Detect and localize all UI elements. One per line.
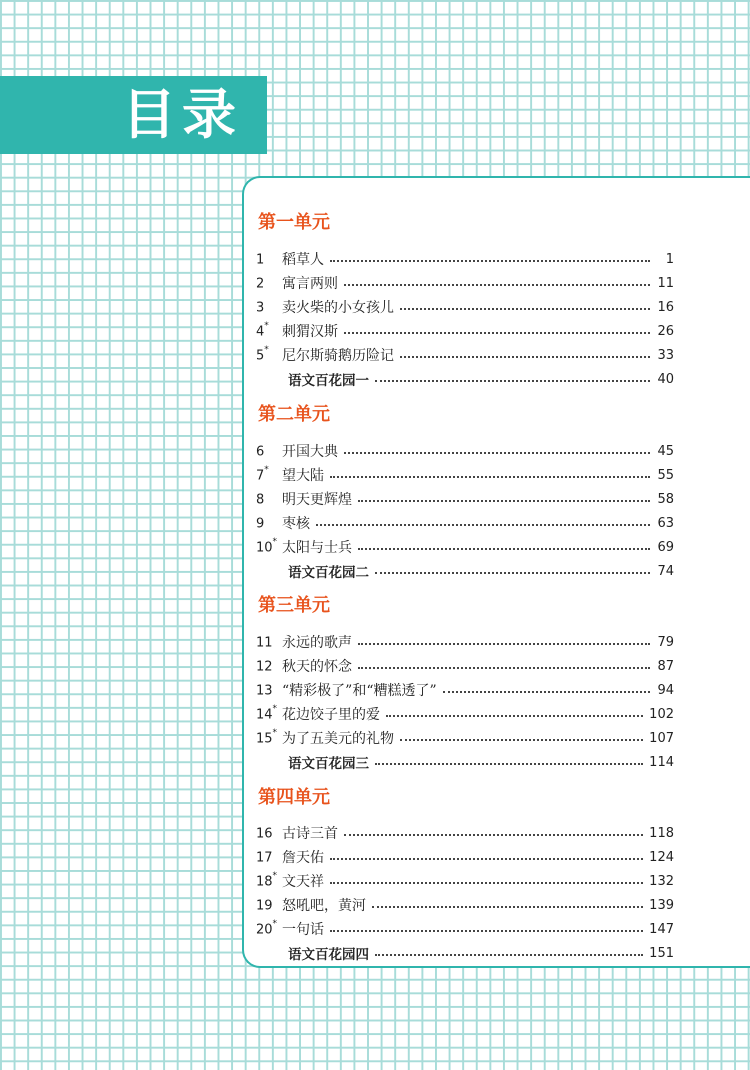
entry-number: 17: [256, 850, 273, 866]
dot-leader: [330, 476, 650, 478]
entry-title: 一句话: [282, 922, 324, 938]
garden-title: 语文百花园四: [288, 947, 369, 963]
dot-leader: [358, 667, 650, 669]
dot-leader: [344, 452, 650, 454]
toc-entry[interactable]: [256, 894, 674, 916]
entry-title: 文天祥: [282, 874, 324, 890]
entry-title: 古诗三首: [282, 826, 338, 842]
entry-page: 79: [657, 634, 674, 650]
toc-entry[interactable]: [256, 703, 674, 725]
toc-entry[interactable]: [256, 846, 674, 868]
toc-entry[interactable]: [256, 870, 674, 892]
dot-leader: [375, 380, 650, 382]
entry-page: 118: [649, 825, 674, 841]
entry-number: 1: [256, 252, 265, 268]
entry-number: 3: [256, 300, 265, 316]
entry-title: 寓言两则: [282, 276, 338, 292]
toc-entry[interactable]: [256, 679, 674, 701]
entry-number: 8: [256, 492, 265, 508]
toc-entry[interactable]: [256, 488, 674, 510]
entry-page: 87: [657, 658, 674, 674]
entry-number: 2: [256, 276, 265, 292]
dot-leader: [400, 356, 650, 358]
entry-number: 4*: [256, 320, 269, 340]
toc-entry[interactable]: [256, 536, 674, 558]
entry-page: 107: [649, 730, 674, 746]
entry-page: 124: [649, 849, 674, 865]
entry-title: 望大陆: [282, 468, 324, 484]
entry-page: 26: [657, 323, 674, 339]
dot-leader: [400, 308, 650, 310]
entry-title: 为了五美元的礼物: [282, 731, 394, 747]
toc-entry[interactable]: [256, 320, 674, 342]
entry-number: 13: [256, 683, 273, 699]
dot-leader: [375, 763, 643, 765]
entry-number: 20*: [256, 918, 278, 938]
dot-leader: [386, 715, 643, 717]
toc-garden-entry[interactable]: [256, 368, 674, 390]
dot-leader: [400, 739, 643, 741]
entry-title: 太阳与士兵: [282, 540, 352, 556]
dot-leader: [330, 858, 643, 860]
dot-leader: [344, 834, 643, 836]
entry-number: 15*: [256, 727, 278, 747]
toc-entry[interactable]: [256, 440, 674, 462]
dot-leader: [330, 930, 643, 932]
entry-number: 14*: [256, 703, 278, 723]
page-title: 目录: [122, 83, 242, 146]
garden-title: 语文百花园三: [288, 756, 369, 772]
entry-title: 尼尔斯骑鹅历险记: [282, 348, 394, 364]
entry-number: 9: [256, 516, 265, 532]
entry-page: 1: [665, 251, 674, 267]
toc-garden-entry[interactable]: [256, 942, 674, 964]
entry-number: 10*: [256, 536, 278, 556]
entry-page: 63: [657, 515, 674, 531]
toc-entry[interactable]: [256, 344, 674, 366]
dot-leader: [344, 284, 650, 286]
dot-leader: [372, 906, 643, 908]
entry-number: 18*: [256, 870, 278, 890]
garden-title: 语文百花园一: [288, 373, 369, 389]
entry-title: 永远的歌声: [282, 635, 352, 651]
toc-entry[interactable]: [256, 512, 674, 534]
toc-entry[interactable]: [256, 822, 674, 844]
entry-page: 139: [649, 897, 674, 913]
toc-entry[interactable]: [256, 655, 674, 677]
dot-leader: [330, 260, 650, 262]
entry-page: 147: [649, 921, 674, 937]
entry-page: 55: [657, 467, 674, 483]
entry-page: 102: [649, 706, 674, 722]
entry-title: 卖火柴的小女孩儿: [282, 300, 394, 316]
toc-entry[interactable]: [256, 464, 674, 486]
dot-leader: [443, 691, 650, 693]
toc-garden-entry[interactable]: [256, 560, 674, 582]
entry-title: 枣核: [282, 516, 310, 532]
entry-page: 16: [657, 299, 674, 315]
entry-title: 开国大典: [282, 444, 338, 460]
entry-page: 33: [657, 347, 674, 363]
unit-heading: 第二单元: [258, 404, 330, 425]
dot-leader: [375, 954, 643, 956]
toc-entry[interactable]: [256, 248, 674, 270]
entry-number: 5*: [256, 344, 269, 364]
entry-number: 6: [256, 444, 265, 460]
entry-page: 69: [657, 539, 674, 555]
entry-title: “精彩极了”和“糟糕透了”: [282, 683, 437, 699]
toc-garden-entry[interactable]: [256, 751, 674, 773]
entry-title: 詹天佑: [282, 850, 324, 866]
entry-page: 40: [657, 371, 674, 387]
dot-leader: [330, 882, 643, 884]
entry-number: 11: [256, 635, 273, 651]
entry-title: 刺猬汉斯: [282, 324, 338, 340]
dot-leader: [358, 643, 650, 645]
entry-number: 16: [256, 826, 273, 842]
entry-title: 花边饺子里的爱: [282, 707, 380, 723]
garden-title: 语文百花园二: [288, 565, 369, 581]
entry-title: 怒吼吧，黄河: [282, 898, 366, 914]
toc-entry[interactable]: [256, 918, 674, 940]
unit-heading: 第四单元: [258, 787, 330, 808]
entry-number: 12: [256, 659, 273, 675]
dot-leader: [344, 332, 650, 334]
dot-leader: [358, 500, 650, 502]
unit-heading: 第三单元: [258, 595, 330, 616]
entry-page: 45: [657, 443, 674, 459]
entry-page: 58: [657, 491, 674, 507]
entry-page: 94: [657, 682, 674, 698]
entry-title: 明天更辉煌: [282, 492, 352, 508]
entry-number: 7*: [256, 464, 269, 484]
entry-page: 132: [649, 873, 674, 889]
entry-page: 11: [657, 275, 674, 291]
unit-heading: 第一单元: [258, 212, 330, 233]
entry-page: 114: [649, 754, 674, 770]
dot-leader: [316, 524, 650, 526]
toc-entry[interactable]: [256, 631, 674, 653]
toc-entry[interactable]: [256, 296, 674, 318]
dot-leader: [375, 572, 650, 574]
entry-number: 19: [256, 898, 273, 914]
entry-title: 秋天的怀念: [282, 659, 352, 675]
toc-entry[interactable]: [256, 727, 674, 749]
entry-title: 稻草人: [282, 252, 324, 268]
entry-page: 151: [649, 945, 674, 961]
entry-page: 74: [657, 563, 674, 579]
toc-entry[interactable]: [256, 272, 674, 294]
dot-leader: [358, 548, 650, 550]
